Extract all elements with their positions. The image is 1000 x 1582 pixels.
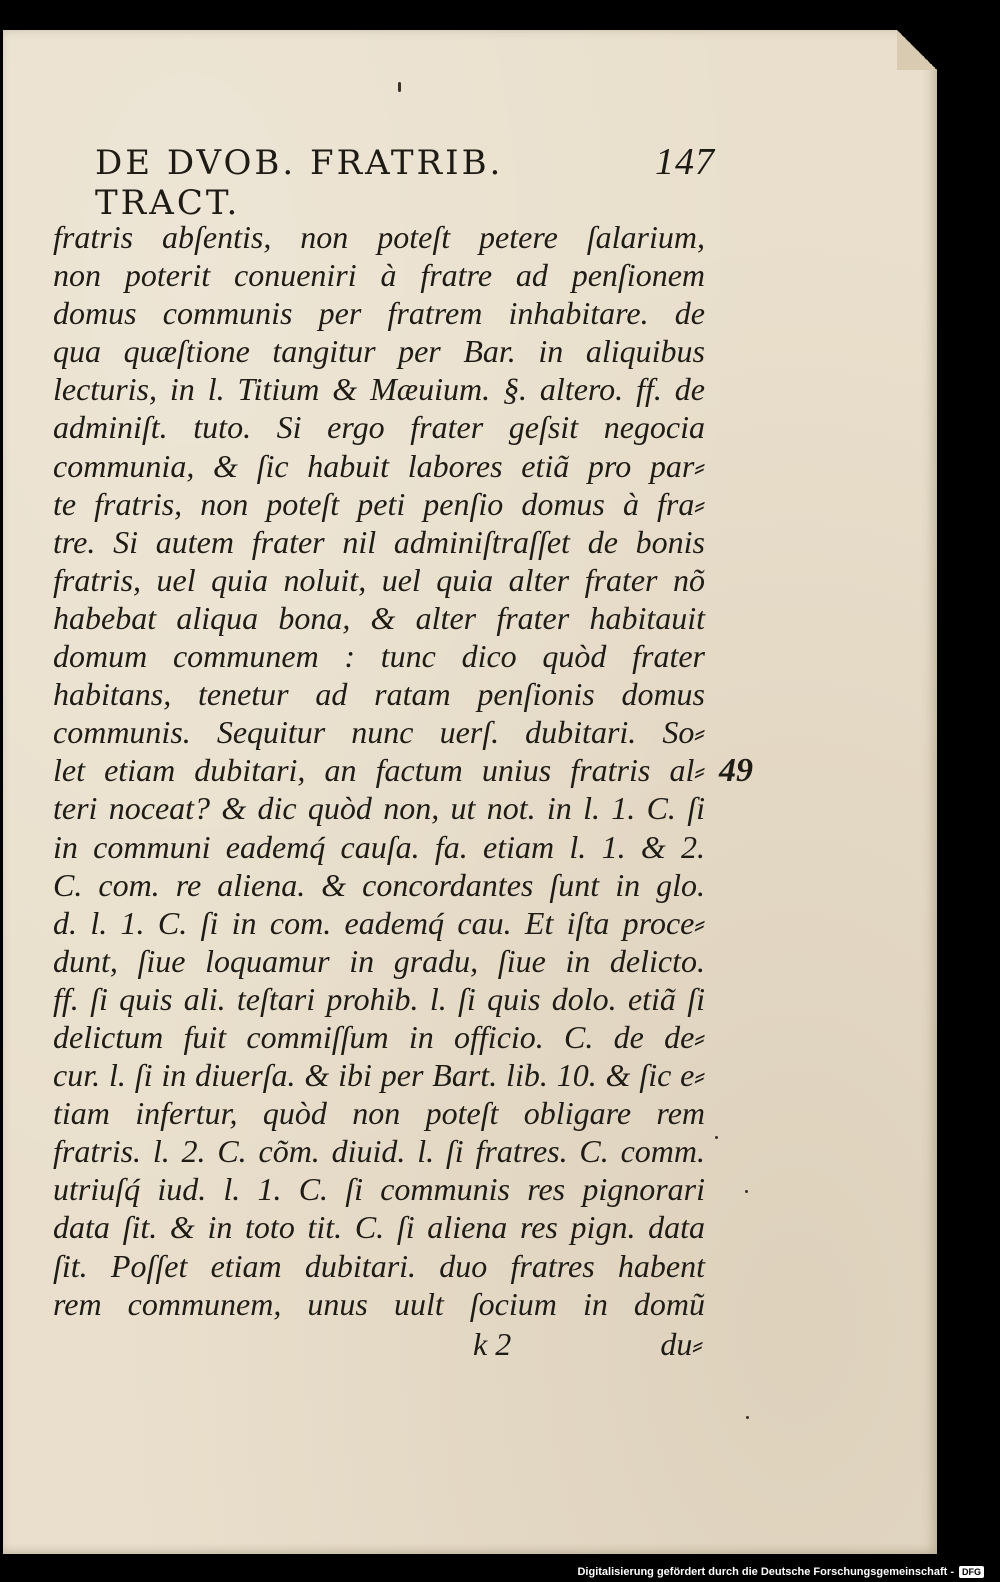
text-line: data ſit. & in toto tit. C. ſi aliena res pign. data	[53, 1209, 705, 1246]
text-line: let etiam dubitari, an factum unius fratris al⸗	[53, 752, 705, 789]
text-line: teri noceat? & dic quòd non, ut not. in l. 1. C. ſi	[53, 790, 705, 827]
text-line: utriuſq́ iud. l. 1. C. ſi communis res pignorari	[53, 1171, 705, 1208]
running-title: DE DVOB. FRATRIB. TRACT.	[95, 143, 504, 223]
ink-speck	[746, 1416, 749, 1419]
text-line: habitans, tenetur ad ratam penſionis domus	[53, 676, 705, 713]
text-line: domus communis per fratrem inhabitare. de	[53, 295, 705, 332]
page-footer	[473, 1326, 703, 1363]
text-line: delictum fuit commiſſum in officio. C. de de⸗	[53, 1018, 705, 1055]
text-line: d. l. 1. C. ſi in com. eademq́ cau. Et iſta proce⸗	[53, 904, 705, 941]
text-line: lecturis, in l. Titium & Mæuium. §. altero. ff. de	[53, 371, 705, 408]
text-line: ff. ſi quis ali. teſtari prohib. l. ſi quis dolo. etiã ſi	[53, 980, 705, 1017]
signature-mark: k 2	[473, 1326, 512, 1362]
book-page	[3, 30, 937, 1554]
text-line: qua quæſtione tangitur per Bar. in aliquibus	[53, 333, 705, 370]
margin-number: 49	[719, 752, 753, 789]
page-number: 147	[655, 141, 715, 183]
text-line: domum communem : tunc dico quòd frater	[53, 638, 705, 675]
ink-speck	[398, 82, 401, 92]
ink-speck	[715, 1136, 718, 1139]
ink-speck	[745, 1190, 748, 1193]
credit-text: Digitalisierung gefördert durch die Deutsche Forschungsgemeinschaft -	[577, 1566, 954, 1578]
text-line: tre. Si autem frater nil adminiſtraſſet de bonis	[53, 523, 705, 560]
text-line: communis. Sequitur nunc uerſ. dubitari. So⸗	[53, 714, 705, 751]
text-line: cur. l. ſi in diuerſa. & ibi per Bart. lib. 10. & ſic e⸗	[53, 1057, 705, 1094]
body-text	[53, 218, 705, 1323]
catchword: du⸗	[660, 1326, 703, 1362]
text-line: ſit. Poſſet etiam dubitari. duo fratres habent	[53, 1247, 705, 1284]
text-line: dunt, ſiue loquamur in gradu, ſiue in delicto.	[53, 942, 705, 979]
text-line: fratris. l. 2. C. cõm. diuid. l. ſi fratres. C. comm.	[53, 1133, 705, 1170]
folded-corner	[897, 30, 937, 70]
dfg-logo: DFG	[959, 1566, 984, 1578]
text-line: communia, & ſic habuit labores etiã pro par⸗	[53, 447, 705, 484]
text-line: fratris, uel quia noluit, uel quia alter frater nõ	[53, 561, 705, 598]
text-line: C. com. re aliena. & concordantes ſunt in glo.	[53, 866, 705, 903]
text-line: in communi eademq́ cauſa. fa. etiam l. 1. & 2.	[53, 828, 705, 865]
text-line: fratris abſentis, non poteſt petere ſalarium,	[53, 219, 705, 255]
text-line: non poterit conueniri à fratre ad penſionem	[53, 257, 705, 294]
text-line: adminiſt. tuto. Si ergo frater geſsit negocia	[53, 409, 705, 446]
text-line: rem communem, unus uult ſocium in domũ	[53, 1285, 705, 1322]
text-line: habebat aliqua bona, & alter frater habitauit	[53, 599, 705, 636]
text-line: tiam infertur, quòd non poteſt obligare rem	[53, 1095, 705, 1132]
digitization-credit	[577, 1566, 984, 1578]
running-header	[95, 140, 715, 223]
text-line: te fratris, non poteſt peti penſio domus à fra⸗	[53, 485, 705, 522]
